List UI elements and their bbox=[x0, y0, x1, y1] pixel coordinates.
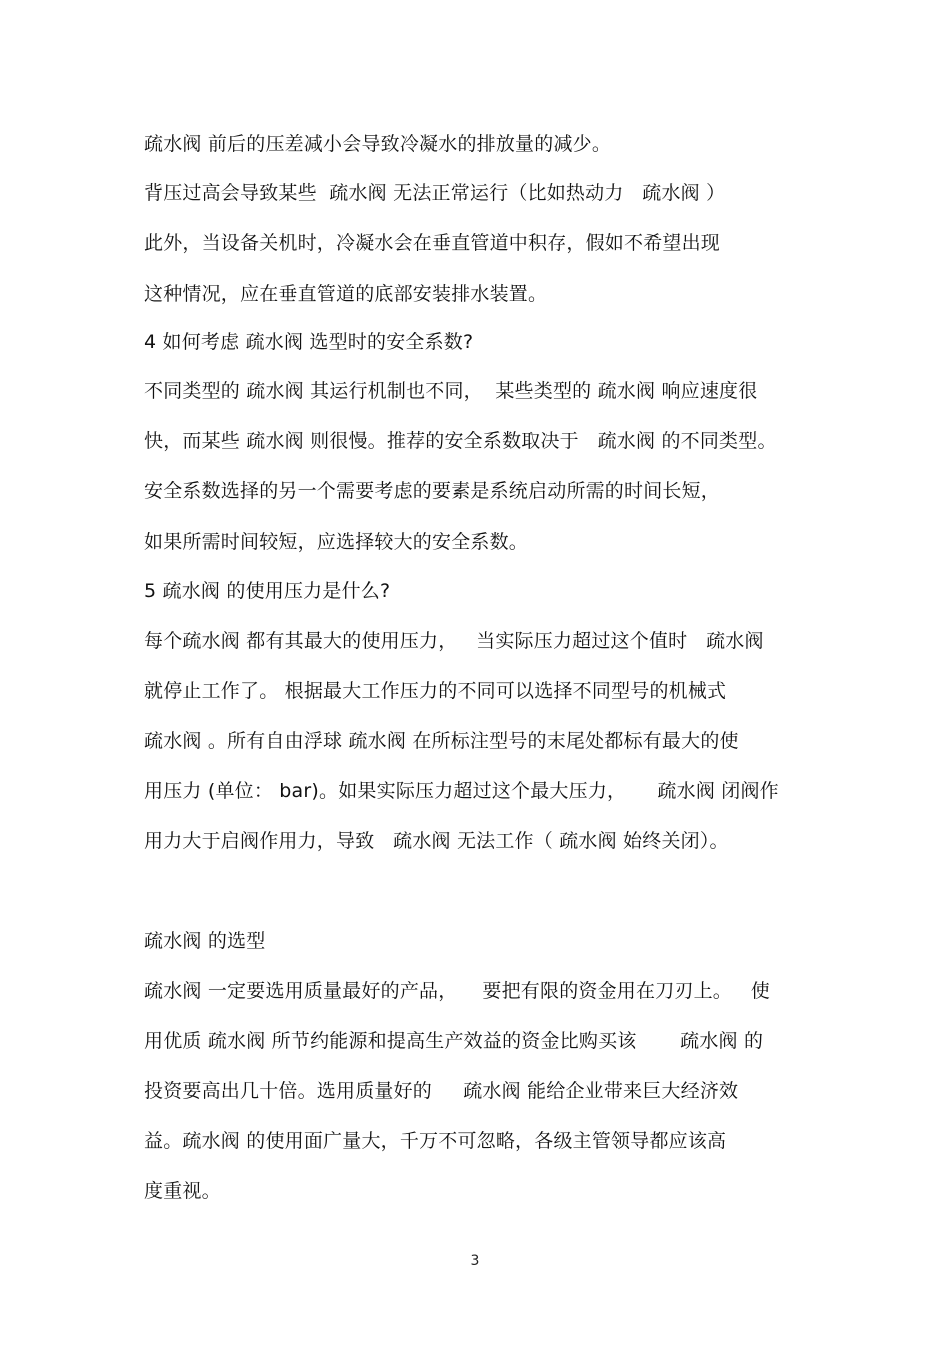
page-number: 3 bbox=[470, 1253, 480, 1269]
text-line-15: 用力大于启阀作用力，导致 疏水阀 无法工作（ 疏水阀 始终关闭）。 bbox=[144, 830, 729, 852]
text-line-2: 背压过高会导致某些 疏水阀 无法正常运行（比如热动力 疏水阀 ） bbox=[144, 182, 726, 204]
text-line-21: 度重视。 bbox=[144, 1180, 221, 1202]
text-line-1: 疏水阀 前后的压差减小会导致冷凝水的排放量的减少。 bbox=[144, 133, 612, 155]
text-line-8: 安全系数选择的另一个需要考虑的要素是系统启动所需的时间长短， bbox=[144, 480, 721, 502]
text-line-20: 益。疏水阀 的使用面广量大，千万不可忽略，各级主管领导都应该高 bbox=[144, 1130, 727, 1152]
text-line-12: 就停止工作了。 根据最大工作压力的不同可以选择不同型号的机械式 bbox=[144, 680, 727, 702]
text-line-18: 用优质 疏水阀 所节约能源和提高生产效益的资金比购买该 疏水阀 的 bbox=[144, 1030, 764, 1052]
text-line-14: 用压力 (单位： bar)。如果实际压力超过这个最大压力， 疏水阀 闭阀作 bbox=[144, 780, 779, 802]
section-heading-selection: 疏水阀 的选型 bbox=[144, 930, 266, 952]
text-line-7: 快，而某些 疏水阀 则很慢。推荐的安全系数取决于 疏水阀 的不同类型。 bbox=[144, 430, 777, 452]
text-line-4: 这种情况，应在垂直管道的底部安装排水装置。 bbox=[144, 283, 548, 305]
text-line-17: 疏水阀 一定要选用质量最好的产品， 要把有限的资金用在刀刃上。 使 bbox=[144, 980, 770, 1002]
section-heading-operating-pressure: 5 疏水阀 的使用压力是什么? bbox=[144, 580, 391, 602]
section-heading-safety-factor: 4 如何考虑 疏水阀 选型时的安全系数? bbox=[144, 331, 474, 353]
text-line-13: 疏水阀 。所有自由浮球 疏水阀 在所标注型号的末尾处都标有最大的使 bbox=[144, 730, 739, 752]
text-line-9: 如果所需时间较短，应选择较大的安全系数。 bbox=[144, 531, 529, 553]
text-line-3: 此外，当设备关机时，冷凝水会在垂直管道中积存，假如不希望出现 bbox=[144, 232, 721, 254]
text-line-11: 每个疏水阀 都有其最大的使用压力， 当实际压力超过这个值时 疏水阀 bbox=[144, 630, 764, 652]
text-line-6: 不同类型的 疏水阀 其运行机制也不同， 某些类型的 疏水阀 响应速度很 bbox=[144, 380, 758, 402]
text-line-19: 投资要高出几十倍。选用质量好的 疏水阀 能给企业带来巨大经济效 bbox=[144, 1080, 739, 1102]
